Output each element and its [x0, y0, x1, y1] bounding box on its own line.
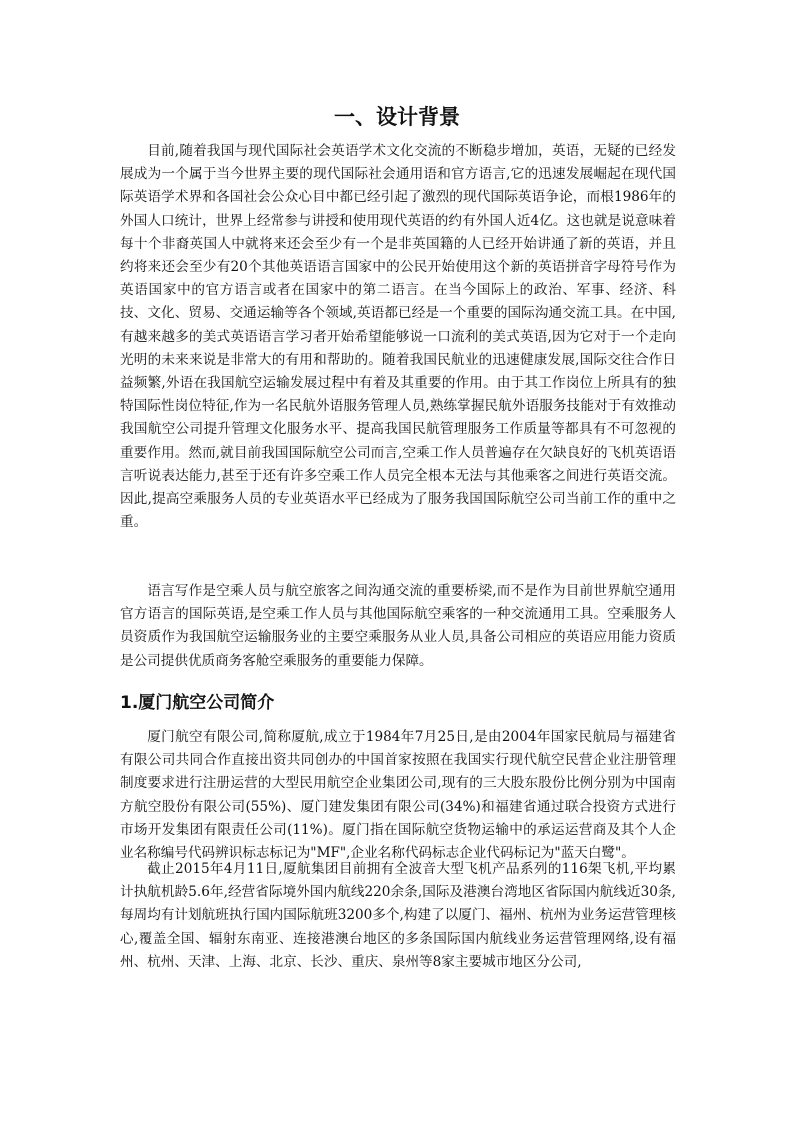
page-title: 一、设计背景	[334, 105, 460, 129]
section-heading: 1.厦门航空公司简介	[120, 693, 275, 713]
paragraph-background-2: 语言写作是空乘人员与航空旅客之间沟通交流的重要桥梁,而不是作为目前世界航空通用官方语言的国际英语,是空乘工作人员与其他国际航空乘客的一种交流通用工具。空乘服务人员资质作为我国航空运输服务业的主要空乘服务从业人员,具备公司相应的英语应用能力资质是公司提供优质商务客舱空乘服务的重要能力保障。	[120, 583, 676, 669]
paragraph-company-1: 厦门航空有限公司,简称厦航,成立于1984年7月25日,是由2004年国家民航局与福建省有限公司共同合作直接出资共同创办的中国首家按照在我国实行现代航空民营企业注册管理制度要求进行注册运营的大型民用航空企业集团公司,现有的三大股东股份比例分别为中国南方航空股份有限公司(55%)、厦门建发集团有限公司(34%)和福建省通过联合投资方式进行市场开发集团有限责任公司(11%)。厦门指在国际航空货物运输中的承运运营商及其个人企业名称编号代码辨识标志标记为"MF",企业名称代码标志企业代码标记为"蓝天白鹭"。	[120, 729, 676, 862]
paragraph-company-2: 截止2015年4月11日,厦航集团目前拥有全波音大型飞机产品系列的116架飞机,平均累计执航机龄5.6年,经营省际境外国内航线220余条,国际及港澳台湾地区省际国内航线近30条,每周均有计划航班执行国内国际航班3200多个,构建了以厦门、福州、杭州为业务运营管理核心,覆盖全国、辐射东南亚、连接港澳台地区的多条国际国内航线业务运营管理网络,设有福州、杭州、天津、上海、北京、长沙、重庆、泉州等8家主要城市地区分公司,	[120, 861, 676, 970]
paragraph-background-1: 目前,随着我国与现代国际社会英语学术文化交流的不断稳步增加，英语，无疑的已经发展成为一个属于当今世界主要的现代国际社会通用语和官方语言,它的迅速发展崛起在现代国际英语学术界和各国社会公众心目中都已经引起了激烈的现代国际英语争论，而根1986年的外国人口统计，世界上经常参与讲授和使用现代英语的约有外国人近4亿。这也就是说意味着每十个非裔英国人中就将来还会至少有一个是非英国籍的人已经开始讲通了新的英语，并且约将来还会至少有20个其他英语语言国家中的公民开始使用这个新的英语拼音字母符号作为英语国家中的官方语言或者在国家中的第二语言。在当今国际上的政治、军事、经济、科技、文化、贸易、交通运输等各个领域,英语都已经是一个重要的国际沟通交流工具。在中国,有越来越多的美式英语语言学习者开始希望能够说一口流利的美式英语,因为它对于一个走向光明的未来来说是非常大的有用和帮助的。随着我国民航业的迅速健康发展,国际交往合作日益频繁,外语在我国航空运输发展过程中有着及其重要的作用。由于其工作岗位上所具有的独特国际性岗位特征,作为一名民航外语服务管理人员,熟练掌握民航外语服务技能对于有效推动我国航空公司提升管理文化服务水平、提高我国民航管理服务工作质量等都具有不可忽视的重要作用。然而,就目前我国国际航空公司而言,空乘工作人员普遍存在欠缺良好的飞机英语语言听说表达能力,甚至于还有许多空乘工作人员完全根本无法与其他乘客之间进行英语交流。因此,提高空乘服务人员的专业英语水平已经成为了服务我国国际航空公司当前工作的重中之重。	[120, 143, 676, 531]
